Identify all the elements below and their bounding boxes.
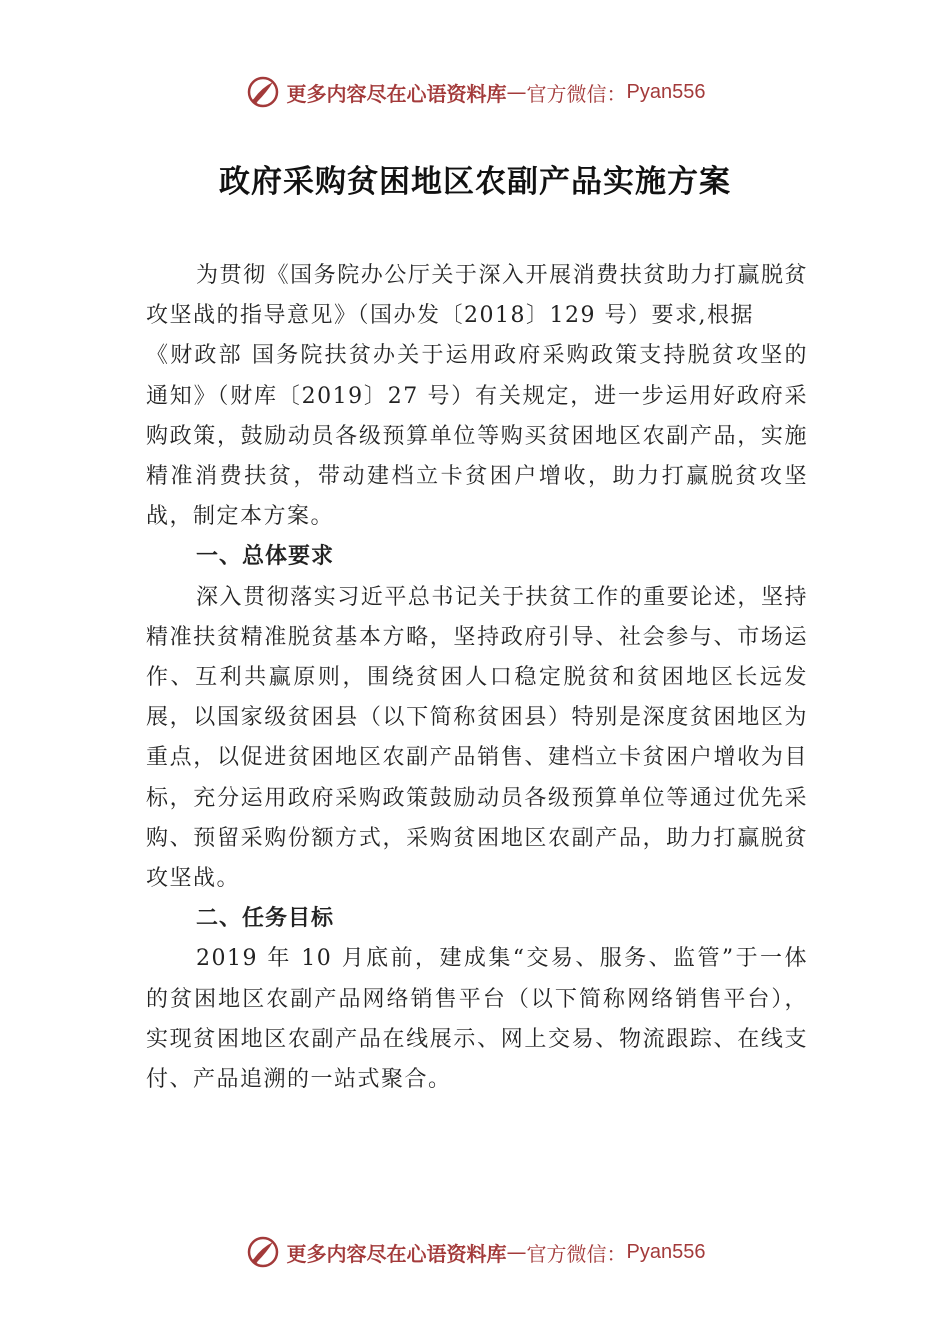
brush-logo-icon (245, 74, 281, 110)
section-heading: 一、总体要求 (196, 544, 335, 570)
body-paragraph: 2019 年 10 月底前，建成集“交易、服务、监管”于一体的贫困地区农副产品网络销售平台（以下简称网络销售平台），实现贫困地区农副产品在线展示、网上交易、物流跟踪、在线支付、产品追溯的一站式聚合。 (146, 946, 808, 1093)
section-heading: 二、任务目标 (196, 906, 335, 932)
body-paragraph: 深入贯彻落实习近平总书记关于扶贫工作的重要论述，坚持精准扶贫精准脱贫基本方略，坚持政府引导、社会参与、市场运作、互利共赢原则，围绕贫困人口稳定脱贫和贫困地区长远发展，以国家级贫困县（以下简称贫困县）特别是深度贫困地区为重点，以促进贫困地区农副产品销售、建档立卡贫困户增收为目标，充分运用政府采购政策鼓励动员各级预算单位等通过优先采购、预留采购份额方式，采购贫困地区农副产品，助力打赢脱贫攻坚战。 (146, 584, 808, 892)
watermark-brand: 更多内容尽在心语资料库 (286, 81, 507, 106)
body-paragraph: 《财政部 国务院扶贫办关于运用政府采购政策支持脱贫攻坚的通知》（财库〔2019〕27 号）有关规定，进一步运用好政府采购政策，鼓励动员各级预算单位等购买贫困地区农副产品，实施精准消费扶贫，带动建档立卡贫困户增收，助力打赢脱贫攻坚战，制定本方案。 (146, 343, 808, 530)
footer-watermark (0, 1230, 950, 1274)
brush-logo-icon (245, 1234, 281, 1270)
body-paragraph: 为贯彻《国务院办公厅关于深入开展消费扶贫助力打赢脱贫攻坚战的指导意见》（国办发〔2018〕129 号）要求,根据 (146, 263, 808, 329)
watermark-wechat-label: 官方微信： (526, 1241, 627, 1266)
document-body (146, 256, 808, 1100)
document-title: 政府采购贫困地区农副产品实施方案 (219, 164, 731, 200)
watermark-separator: — (506, 80, 527, 104)
watermark-wechat-label: 官方微信： (526, 81, 627, 106)
watermark-wechat-id: Pyan556 (626, 80, 706, 103)
watermark-wechat-id: Pyan556 (626, 1240, 706, 1263)
header-watermark (0, 70, 950, 114)
watermark-separator: — (506, 1240, 527, 1264)
watermark-brand: 更多内容尽在心语资料库 (286, 1241, 507, 1266)
